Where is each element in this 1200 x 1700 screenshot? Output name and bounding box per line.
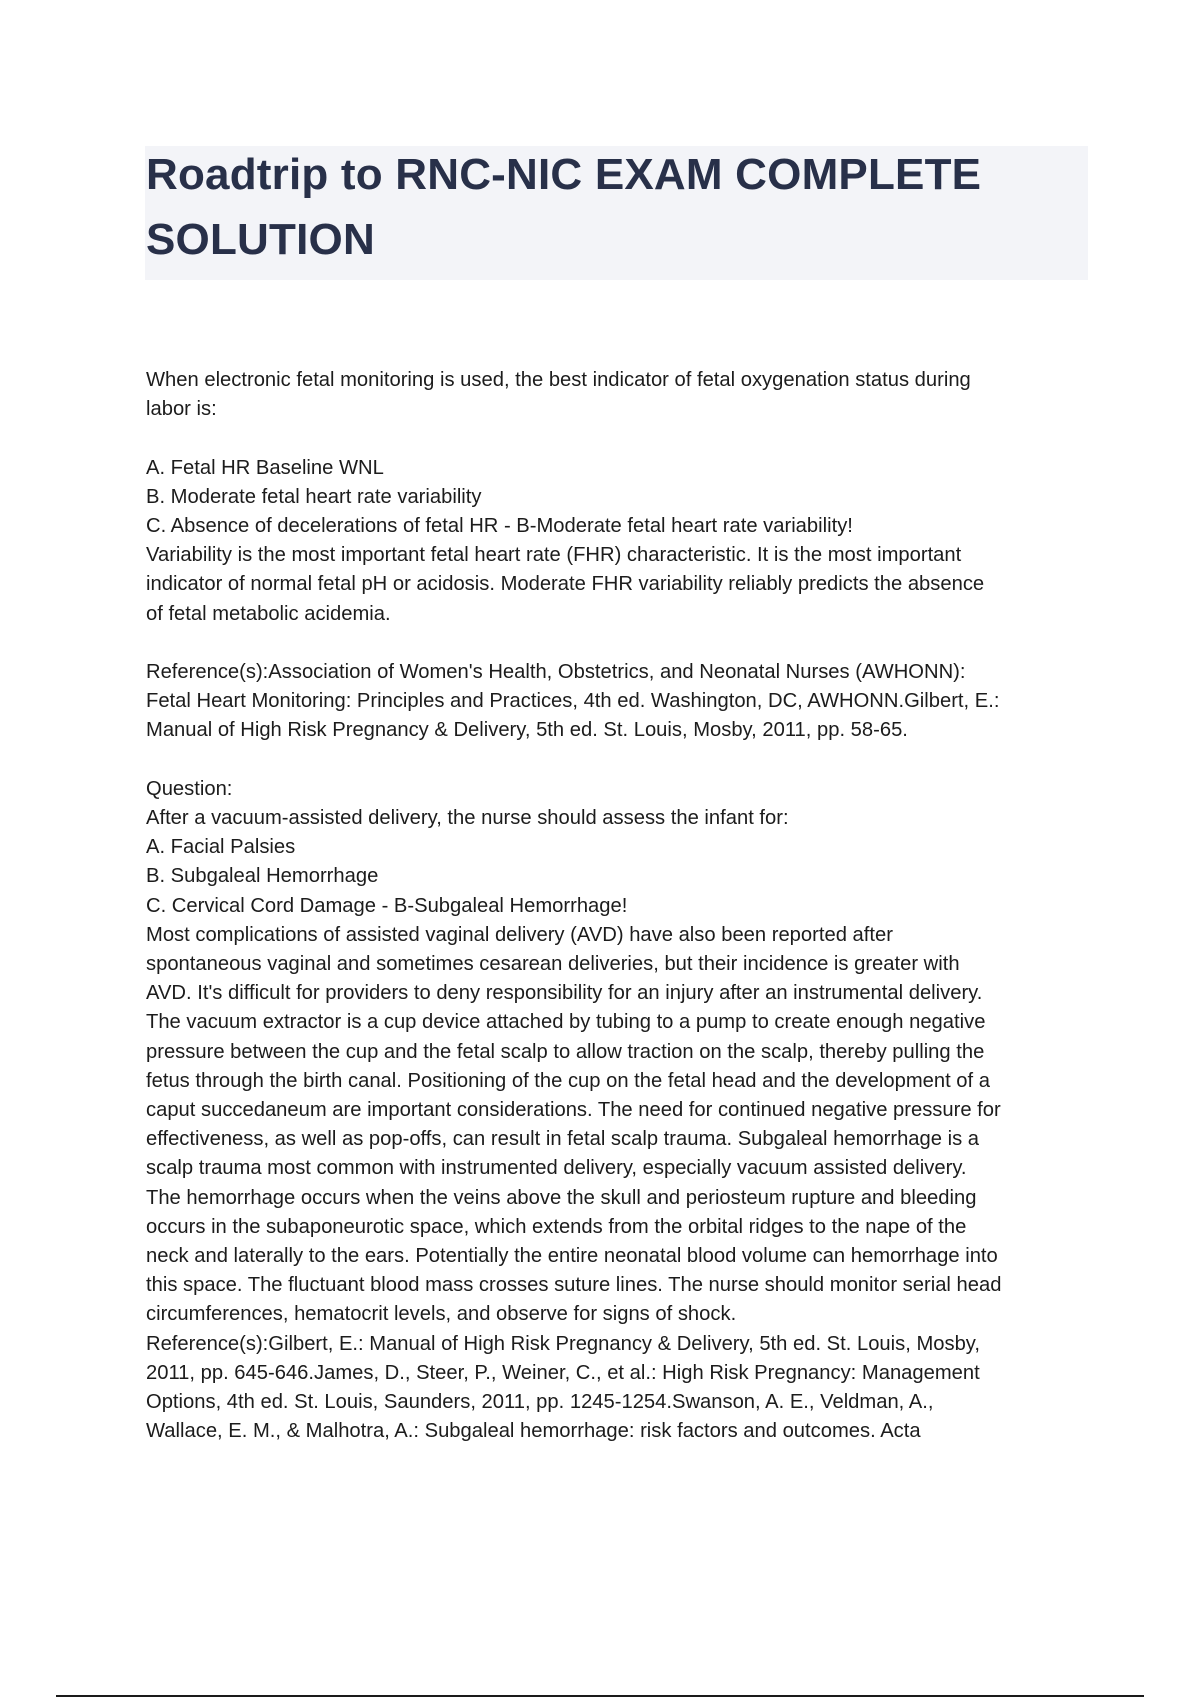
explanation-line: circumferences, hematocrit levels, and observe for signs of shock. xyxy=(146,1303,737,1326)
question-stem: After a vacuum-assisted delivery, the nurse should assess the infant for: xyxy=(146,807,789,829)
reference-line: Wallace, E. M., & Malhotra, A.: Subgaleal hemorrhage: risk factors and outcomes. Acta xyxy=(146,1420,921,1443)
document-title xyxy=(146,142,1086,272)
question-label: Question: xyxy=(146,777,233,800)
question-stem: labor is: xyxy=(146,398,217,421)
question-1 xyxy=(146,366,1096,746)
answer-option-b: B. Subgaleal Hemorrhage xyxy=(146,865,379,888)
explanation-line: caput succedaneum are important considerations. The need for continued negative pressure for xyxy=(146,1099,1001,1122)
explanation-line: AVD. It's difficult for providers to deny responsibility for an injury after an instrumental delivery. xyxy=(146,982,983,1005)
explanation-line: of fetal metabolic acidemia. xyxy=(146,602,391,625)
answer-option-b: B. Moderate fetal heart rate variability xyxy=(146,485,482,508)
question-2 xyxy=(146,775,1096,1447)
explanation-line: The hemorrhage occurs when the veins above the skull and periosteum rupture and bleeding xyxy=(146,1186,977,1209)
reference-line: Reference(s):Gilbert, E.: Manual of High Risk Pregnancy & Delivery, 5th ed. St. Louis, Mosby, xyxy=(146,1332,981,1355)
footer-divider xyxy=(56,1695,1144,1697)
explanation-line: spontaneous vaginal and sometimes cesarean deliveries, but their incidence is greater with xyxy=(146,953,960,976)
explanation-line: this space. The fluctuant blood mass crosses suture lines. The nurse should monitor serial head xyxy=(146,1274,1002,1297)
answer-option-a: A. Facial Palsies xyxy=(146,836,296,859)
explanation-line: Variability is the most important fetal heart rate (FHR) characteristic. It is the most important xyxy=(146,544,962,567)
explanation-line: occurs in the subaponeurotic space, which extends from the orbital ridges to the nape of the xyxy=(146,1215,967,1238)
question-stem: When electronic fetal monitoring is used, the best indicator of fetal oxygenation status during xyxy=(146,369,971,391)
title-line: Roadtrip to RNC-NIC EXAM COMPLETE xyxy=(146,150,982,199)
explanation-line: fetus through the birth canal. Positioning of the cup on the fetal head and the development of a xyxy=(146,1069,990,1092)
explanation-line: scalp trauma most common with instrumented delivery, especially vacuum assisted delivery. xyxy=(146,1157,967,1180)
reference-line: 2011, pp. 645-646.James, D., Steer, P., Weiner, C., et al.: High Risk Pregnancy: Management xyxy=(146,1361,980,1384)
reference-line: Fetal Heart Monitoring: Principles and Practices, 4th ed. Washington, DC, AWHONN.Gilbert, E.: xyxy=(146,690,1000,713)
answer-option-c: C. Absence of decelerations of fetal HR - B-Moderate fetal heart rate variability! xyxy=(146,515,853,537)
explanation-line: effectiveness, as well as pop-offs, can result in fetal scalp trauma. Subgaleal hemorrhage is a xyxy=(146,1128,980,1151)
explanation-line: indicator of normal fetal pH or acidosis. Moderate FHR variability reliably predicts the absence xyxy=(146,573,985,596)
reference-line: Options, 4th ed. St. Louis, Saunders, 2011, pp. 1245-1254.Swanson, A. E., Veldman, A., xyxy=(146,1391,934,1414)
reference-line: Manual of High Risk Pregnancy & Delivery, 5th ed. St. Louis, Mosby, 2011, pp. 58-65. xyxy=(146,719,908,742)
answer-option-c: C. Cervical Cord Damage - B-Subgaleal Hemorrhage! xyxy=(146,894,628,917)
explanation-line: The vacuum extractor is a cup device attached by tubing to a pump to create enough negative xyxy=(146,1011,986,1034)
answer-option-a: A. Fetal HR Baseline WNL xyxy=(146,456,384,479)
document-body xyxy=(146,366,1096,1446)
explanation-line: Most complications of assisted vaginal delivery (AVD) have also been reported after xyxy=(146,923,893,946)
reference-line: Reference(s):Association of Women's Health, Obstetrics, and Neonatal Nurses (AWHONN): xyxy=(146,661,966,683)
explanation-line: neck and laterally to the ears. Potentially the entire neonatal blood volume can hemorrhage into xyxy=(146,1245,998,1268)
title-line: SOLUTION xyxy=(146,215,375,264)
explanation-line: pressure between the cup and the fetal scalp to allow traction on the scalp, thereby pulling the xyxy=(146,1040,985,1063)
